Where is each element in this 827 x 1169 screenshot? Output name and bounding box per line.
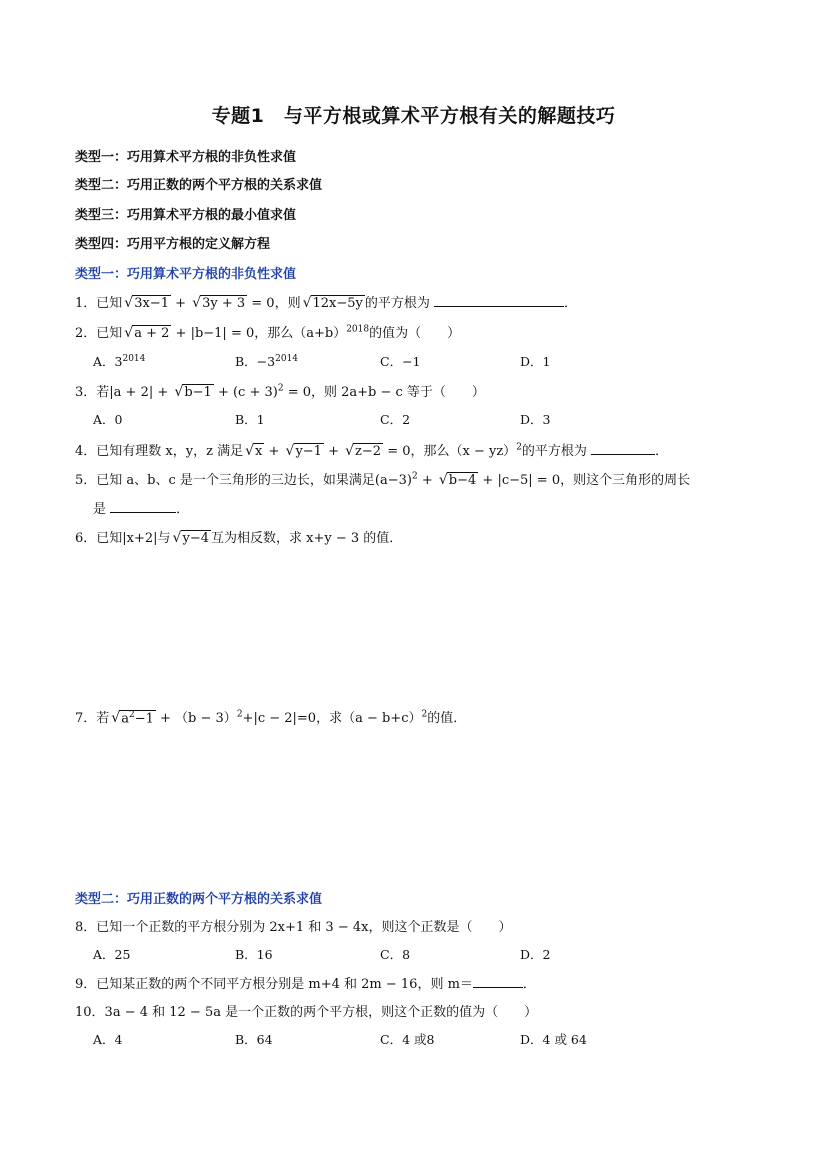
question-9: 9．已知某正数的两个不同平方根分别是 m+4 和 2m − 16，则 m＝ ． [75, 977, 536, 992]
option-d: D．1 [520, 354, 551, 369]
question-6: 6．已知|x+2|与√ y−4 互为相反数，求 x+y − 3 的值． [75, 527, 402, 546]
sqrt-term: √ 3y + 3 [200, 295, 247, 311]
answer-blank[interactable] [473, 975, 523, 988]
section-heading-2: 类型二：巧用正数的两个平方根的关系求值 [75, 892, 323, 907]
answer-blank[interactable] [110, 500, 176, 513]
option-a: A．0 [93, 412, 123, 427]
option-d: D．3 [520, 412, 551, 427]
sqrt-term: √ 12x−5y [311, 295, 365, 311]
toc-item-1: 类型一：巧用算术平方根的非负性求值 [75, 150, 297, 165]
option-b: B．1 [235, 412, 265, 427]
question-5: 5．已知 a、b、c 是一个三角形的三边长，如果满足$(a-3)^2$ + √ b−4 + |c−5| = 0，则这个三角形的周长 [75, 469, 690, 488]
option-a: A．4 [93, 1032, 123, 1047]
question-3: 3．若|a + 2| + √ $b-1 + (c + 3)^2 = 0$，则 2a+b − c 等于（ ） [75, 381, 485, 400]
toc-item-4: 类型四：巧用平方根的定义解方程 [75, 237, 271, 252]
option-c: C．−1 [380, 354, 421, 369]
option-b: B．64 [235, 1032, 273, 1047]
page-title: 专题1 与平方根或算术平方根有关的解题技巧 [211, 105, 616, 127]
question-4: 4．已知有理数 x，y，z 满足√ x + √ y−1 + √ z−2 = 0，那么（x − yz）$^2$的平方根为 ． [75, 440, 668, 459]
question-1: 1．已知√ 3x−1 + √ 3y + 3 = 0，则√ 12x−5y 的平方根为 ． [75, 292, 577, 311]
question-7: 7．若√ $a^2-1 + (b - 3)^2+|c - 2|=0$，求$(a - b+c)^2$的值． [75, 707, 466, 726]
question-2: 2．已知√ a + 2 + |b−1| = 0，那么$(a+b)^{2018}$的值为（ ） [75, 322, 460, 341]
answer-blank[interactable] [434, 294, 564, 307]
option-a: A．25 [93, 947, 131, 962]
sqrt-term: √ 3x−1 [132, 295, 171, 311]
toc-item-2: 类型二：巧用正数的两个平方根的关系求值 [75, 178, 323, 193]
option-d: D．4 或 64 [520, 1032, 587, 1047]
option-b: B．$-3^{2014}$ [235, 353, 299, 369]
option-c: C．4 或8 [380, 1032, 435, 1047]
option-d: D．2 [520, 947, 551, 962]
answer-blank[interactable] [591, 442, 655, 455]
question-5-cont: 是 ． [93, 502, 190, 517]
toc-item-3: 类型三：巧用算术平方根的最小值求值 [75, 208, 297, 223]
option-c: C．2 [380, 412, 411, 427]
option-b: B．16 [235, 947, 273, 962]
question-8: 8．已知一个正数的平方根分别为 2x+1 和 3 − 4x，则这个正数是（ ） [75, 920, 512, 935]
option-c: C．8 [380, 947, 411, 962]
question-10: 10．3a − 4 和 12 − 5a 是一个正数的两个平方根，则这个正数的值为（ ） [75, 1005, 538, 1020]
option-a: A．$3^{2014}$ [93, 353, 146, 369]
section-heading-1: 类型一：巧用算术平方根的非负性求值 [75, 267, 297, 282]
